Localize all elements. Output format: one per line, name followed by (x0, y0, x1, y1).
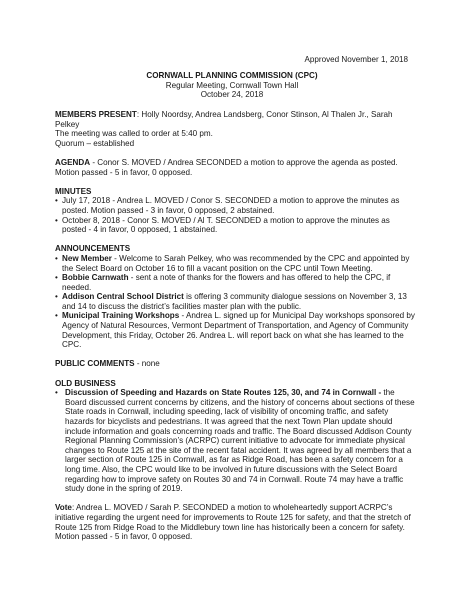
announcement-text: - sent a note of thanks for the flowers and has offered to help the CPC, if needed. (62, 273, 391, 292)
vote-section (55, 503, 415, 541)
list-item (55, 311, 415, 349)
announcements-list (55, 254, 415, 350)
minutes-body (55, 110, 415, 551)
minutes-list (55, 196, 415, 234)
announcement-label: Addison Central School District (62, 292, 184, 302)
vote-text: : Andrea L. MOVED / Sarah P. SECONDED a motion to wholeheartedly support ACRPC’s initiative regarding the urgent need for improvements to Route 125 for safety, and that the stretch of Route 125 from Ridge Road to the Middlebury town line has historically been a concern for safety. Motion passed - 5 in favor, 0 opposed. (55, 503, 411, 542)
announcement-text: - Andrea L. signed up for Municipal Day workshops sponsored by Agency of Natural Resources, Vermont Department of Transportation, and Agency of Community Development, this Friday, October 26. Andrea L. will report back on what she has learned to the CPC. (62, 311, 415, 350)
old-business-text: the Board discussed current concerns by citizens, and the history of concerns about sections of these State roads in Cornwall, including speeding, lack of visibility of oncoming traffic, and safety hazards for bicyclists and pedestrians. It was agreed that the next Town Plan update should include information and goals concerning roads and traffic. The Board discussed Addison County Regional Planning Commission’s (ACRPC) current initiative to advocate for immediate physical changes to Route 125 at the site of the recent fatal accident. It was agreed by all members that a larger section of Route 125 in Cornwall, as far as Ridge Road, has been a safety concern for a long time. Also, the CPC would like to be involved in future discussions with the Select Board regarding how to improve safety on Routes 30 and 74 in Cornwall. Route 74 may have a traffic study done in the spring of 2019. (65, 388, 415, 494)
list-item (55, 388, 415, 494)
members-names: : Holly Noordsy, Andrea Landsberg, Conor Stinson, Al Thalen Jr., Sarah Pelkey (55, 110, 393, 129)
agenda-section (55, 158, 415, 177)
announcement-label: New Member (62, 253, 112, 263)
announcement-label: Municipal Training Workshops (62, 311, 180, 321)
public-comments-text: - none (134, 359, 160, 369)
announcement-text: is offering 3 community dialogue sessions on November 3, 13 and 14 to discuss the district’s facilities master plan with the public. (62, 292, 407, 311)
vote-label: Vote (55, 503, 72, 513)
meeting-date: October 24, 2018 (200, 90, 264, 100)
announcement-label: Bobbie Carnwath (62, 273, 129, 283)
organization-title: CORNWALL PLANNING COMMISSION (CPC) (146, 71, 318, 80)
members-section (55, 110, 415, 148)
quorum-status: Quorum – established (55, 138, 135, 148)
public-comments-label: PUBLIC COMMENTS (55, 359, 135, 369)
minutes-heading: MINUTES (55, 186, 92, 196)
document-header (0, 71, 464, 100)
agenda-label: AGENDA (55, 157, 91, 167)
list-item (55, 273, 415, 292)
call-to-order: The meeting was called to order at 5:40 pm. (55, 129, 213, 139)
public-comments-section (55, 359, 415, 369)
members-label: MEMBERS PRESENT (55, 110, 137, 119)
list-item (55, 254, 415, 273)
announcement-text: - Welcome to Sarah Pelkey, who was recommended by the CPC and appointed by the Select Board on October 16 to fill a vacant position on the CPC until Town Meeting. (62, 253, 410, 273)
list-item: • October 8, 2018 - Conor S. MOVED / Al T. SECONDED a motion to approve the minutes as posted - 4 in favor, 0 opposed, 1 abstained. (55, 216, 415, 235)
agenda-text: - Conor S. MOVED / Andrea SECONDED a motion to approve the agenda as posted. Motion passed - 5 in favor, 0 opposed. (55, 157, 398, 177)
old-business-heading: OLD BUSINESS (55, 378, 116, 388)
meeting-type: Regular Meeting, Cornwall Town Hall (165, 80, 299, 90)
list-item: • July 17, 2018 - Andrea L. MOVED / Conor S. SECONDED a motion to approve the minutes as posted. Motion passed - 3 in favor, 0 opposed, 2 abstained. (55, 196, 415, 215)
list-item (55, 292, 415, 311)
announcements-heading: ANNOUNCEMENTS (55, 244, 131, 254)
approval-date: Approved November 1, 2018 (304, 55, 408, 64)
old-business-label: Discussion of Speeding and Hazards on State Routes 125, 30, and 74 in Cornwall - (65, 388, 382, 398)
old-business-list (55, 388, 415, 494)
